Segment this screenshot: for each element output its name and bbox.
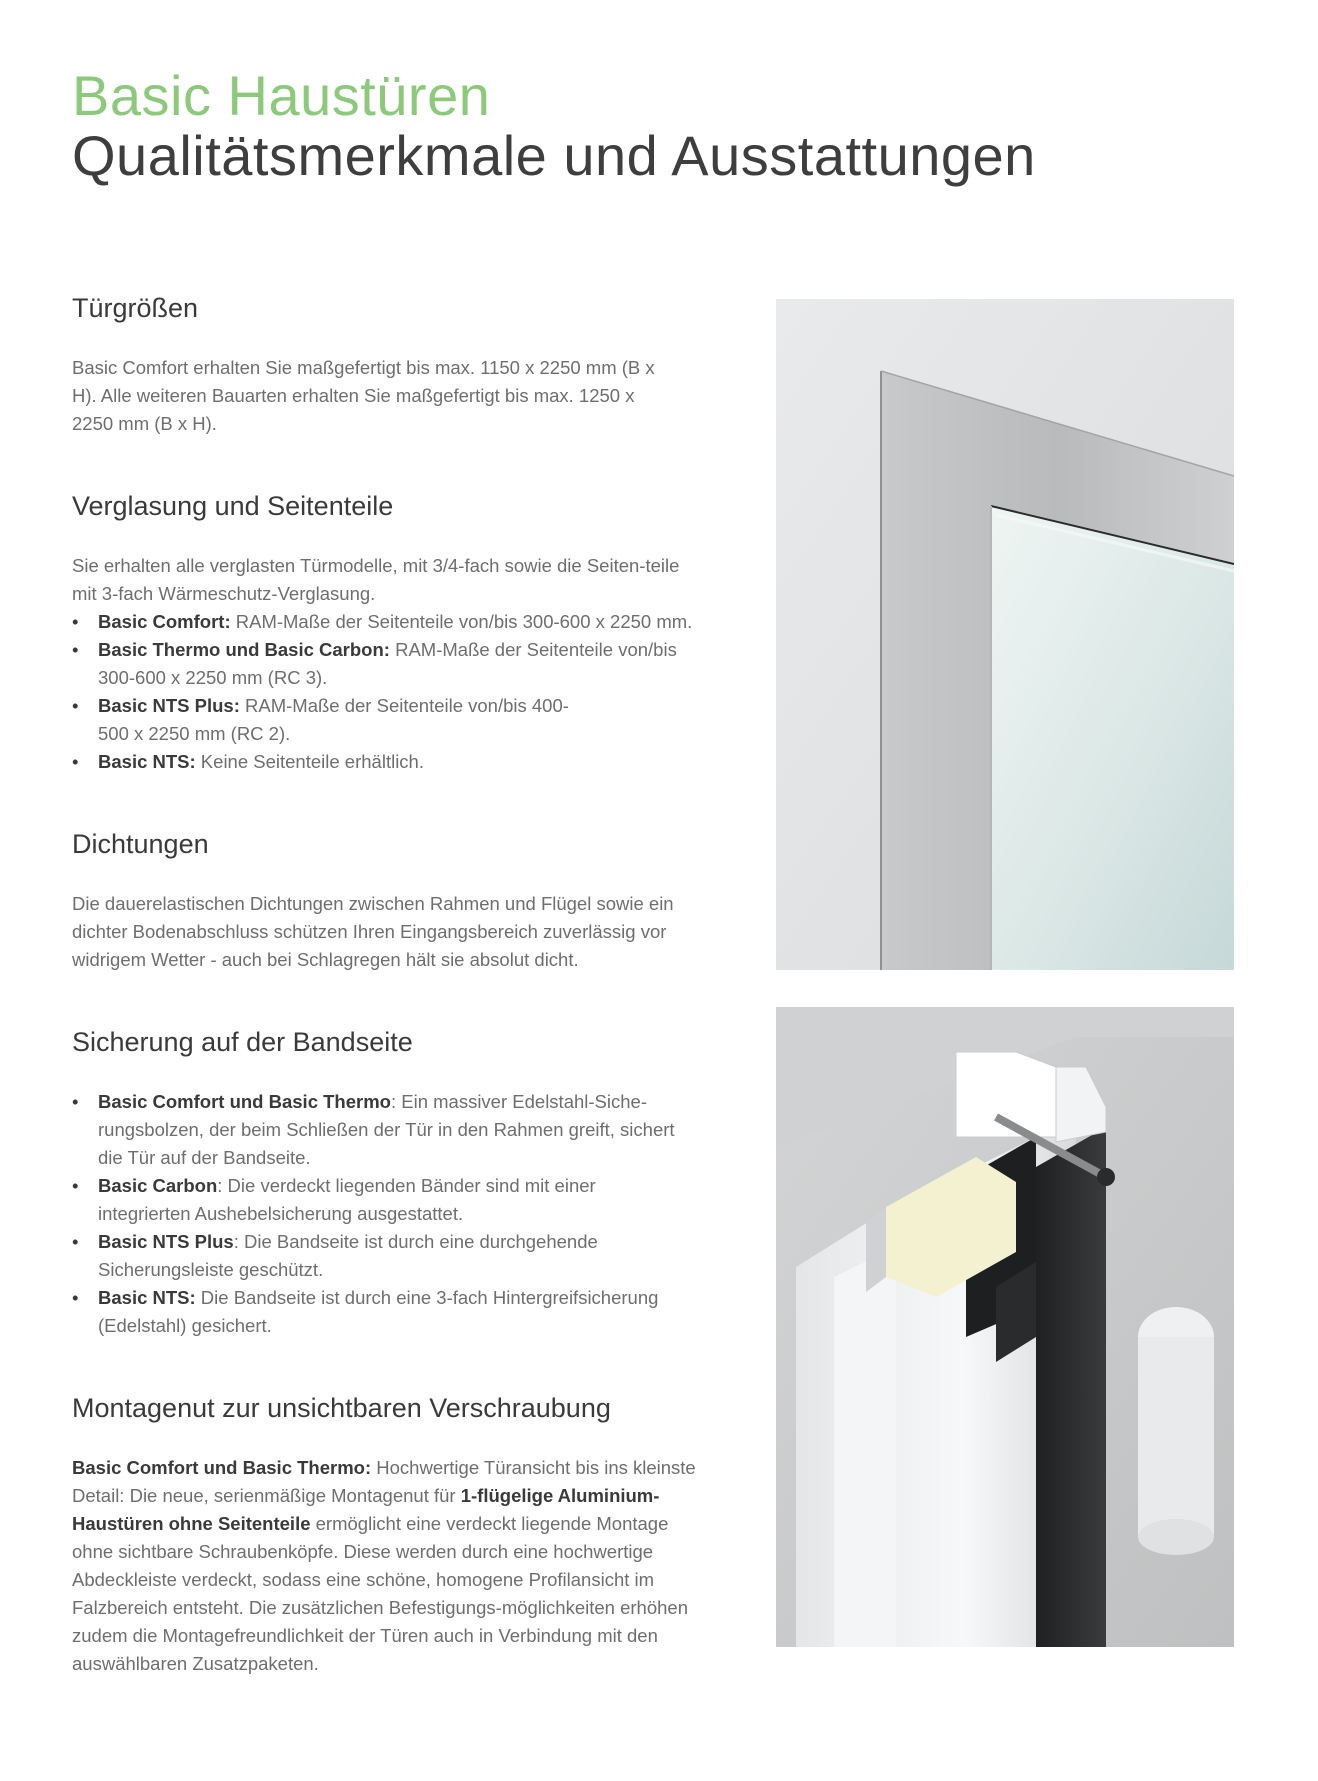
list-item-text: Die Bandseite ist durch eine 3-fach Hintergreifsicherung (Edelstahl) gesichert. xyxy=(98,1287,659,1336)
section-text: Die dauerelastischen Dichtungen zwischen Rahmen und Flügel sowie ein dichter Bodenabschluss schützen Ihren Eingangsbereich zuverlässig vor widrigem Wetter - auch bei Schlagregen hält sie absolut dicht. xyxy=(72,893,674,970)
list-item-label: Basic Carbon xyxy=(98,1175,218,1196)
list-item-label: Basic NTS Plus xyxy=(98,1231,234,1252)
page-title: Basic Haustüren xyxy=(72,64,491,127)
list-item-text: : Ein massiver Edelstahl-Siche-rungsbolzen, der beim Schließen der Tür in den Rahmen greift, sichert die Tür auf der Bandseite. xyxy=(98,1091,675,1168)
section-heading: Türgrößen xyxy=(72,293,199,323)
section-text: Sie erhalten alle verglasten Türmodelle, mit 3/4-fach sowie die Seiten-teile mit 3-fach Wärmeschutz-Verglasung. xyxy=(72,555,680,604)
bullet-list xyxy=(72,608,722,776)
door-glazing-image xyxy=(776,299,1234,970)
section-text: Basic Comfort erhalten Sie maßgefertigt bis max. 1150 x 2250 mm (B x H). Alle weiteren Bauarten erhalten Sie maßgefertigt bis max. 1250 x 2250 mm (B x H). xyxy=(72,357,655,434)
list-item xyxy=(72,636,698,692)
list-item xyxy=(72,692,588,748)
list-item xyxy=(72,1088,698,1172)
list-item-text: : Die verdeckt liegenden Bänder sind mit einer integrierten Aushebelsicherung ausgestattet. xyxy=(98,1175,596,1224)
section-heading: Sicherung auf der Bandseite xyxy=(72,1027,413,1057)
list-item-label: Basic NTS: xyxy=(98,1287,196,1308)
list-item-label: Basic Thermo und Basic Carbon: xyxy=(98,639,390,660)
text-span: Hochwertige Türansicht bis ins kleinste Detail: Die neue, serienmäßige Montagenut für xyxy=(72,1457,696,1506)
text-bold: 1-flügelige Aluminium-Haustüren ohne Seitenteile xyxy=(72,1485,660,1534)
bullet-list xyxy=(72,1088,722,1340)
profile-section-image xyxy=(776,1007,1234,1647)
text-span: ermöglicht eine verdeckt liegende Montage ohne sichtbare Schraubenköpfe. Diese werden durch eine hochwertige Abdeckleiste verdeckt, sodass eine schöne, homogene Profilansicht im Falzbereich entsteht. Die zusätzlichen Befestigungs-möglichkeiten erhöhen zudem die Montagefreundlichkeit der Türen auch in Verbindung mit den auswählbaren Zusatzpaketen. xyxy=(72,1513,688,1674)
content-column xyxy=(72,290,722,1678)
list-item-text: Keine Seitenteile erhältlich. xyxy=(195,751,424,772)
list-item-text: RAM-Maße der Seitenteile von/bis 300-600 x 2250 mm (RC 3). xyxy=(98,639,677,688)
section-montagenut xyxy=(72,1390,722,1678)
list-item-label: Basic NTS: xyxy=(98,751,196,772)
section-sicherung xyxy=(72,1024,722,1340)
profile-section-illustration xyxy=(776,1007,1234,1647)
list-item-label: Basic Comfort und Basic Thermo xyxy=(98,1091,391,1112)
list-item xyxy=(72,608,722,636)
door-glazing-illustration xyxy=(776,299,1234,970)
page-subtitle: Qualitätsmerkmale und Ausstattungen xyxy=(72,124,1036,187)
list-item xyxy=(72,1228,668,1284)
list-item-label: Basic NTS Plus: xyxy=(98,695,240,716)
section-verglasung xyxy=(72,488,722,776)
section-text xyxy=(72,1454,712,1678)
list-item-text: : Die Bandseite ist durch eine durchgehende Sicherungsleiste geschützt. xyxy=(98,1231,598,1280)
section-heading: Montagenut zur unsichtbaren Verschraubung xyxy=(72,1393,611,1423)
section-tuergroessen xyxy=(72,290,722,438)
text-bold: Basic Comfort und Basic Thermo: xyxy=(72,1457,372,1478)
list-item-text: RAM-Maße der Seitenteile von/bis 300-600 x 2250 mm. xyxy=(230,611,693,632)
section-dichtungen xyxy=(72,826,722,974)
section-heading: Verglasung und Seitenteile xyxy=(72,491,394,521)
list-item xyxy=(72,748,722,776)
list-item xyxy=(72,1172,658,1228)
list-item-label: Basic Comfort: xyxy=(98,611,231,632)
section-heading: Dichtungen xyxy=(72,829,209,859)
list-item xyxy=(72,1284,718,1340)
list-item-text: RAM-Maße der Seitenteile von/bis 400-500 x 2250 mm (RC 2). xyxy=(98,695,569,744)
